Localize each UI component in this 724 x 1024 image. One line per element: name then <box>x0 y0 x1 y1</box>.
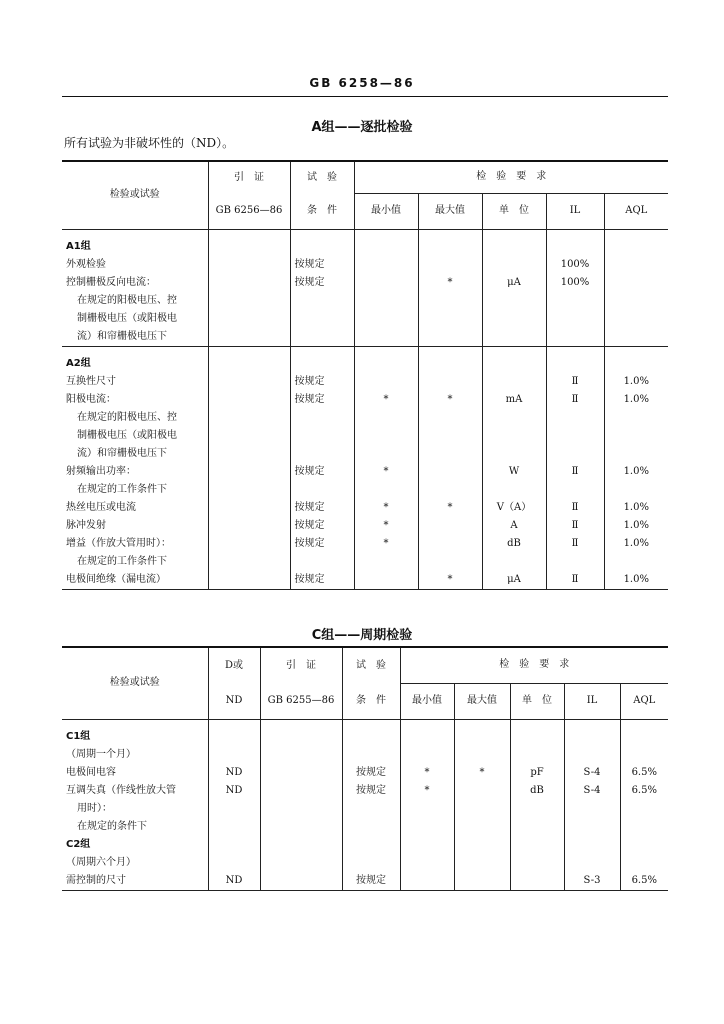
row-min <box>354 427 418 445</box>
row-cond: 按规定 <box>290 535 354 553</box>
row-d: ND <box>208 782 260 800</box>
row-max <box>454 818 510 836</box>
row-ref <box>208 409 290 427</box>
row-max <box>418 373 482 391</box>
row-d <box>208 818 260 836</box>
row-unit <box>482 328 546 347</box>
row-cond: 按规定 <box>290 391 354 409</box>
row-il: Ⅱ <box>546 391 604 409</box>
table-row <box>62 800 668 818</box>
row-test: 在规定的工作条件下 <box>77 555 167 567</box>
row-cond: 按规定 <box>290 256 354 274</box>
row-ref <box>208 292 290 310</box>
row-cond: 按规定 <box>342 764 400 782</box>
header-ref-std: GB 6256—86 <box>208 193 290 229</box>
row-test: 制栅极电压（或阳极电 <box>77 429 177 441</box>
row-cond <box>342 854 400 872</box>
row-unit <box>510 872 564 891</box>
row-aql <box>604 553 668 571</box>
row-test: 在规定的条件下 <box>77 820 147 832</box>
row-il: Ⅱ <box>546 499 604 517</box>
row-il: 100% <box>546 274 604 292</box>
row-ref <box>208 427 290 445</box>
row-ref <box>208 328 290 347</box>
row-unit <box>482 292 546 310</box>
table-row <box>62 746 668 764</box>
row-aql <box>604 427 668 445</box>
c-header-cond2: 条 件 <box>342 683 400 719</box>
table-row <box>62 427 668 445</box>
row-min <box>354 445 418 463</box>
row-cond <box>290 427 354 445</box>
table-row <box>62 719 668 746</box>
row-il <box>546 481 604 499</box>
header-ref: 引 证 <box>208 161 290 193</box>
row-ref <box>208 373 290 391</box>
c-header-ref: 引 证 <box>260 647 342 683</box>
row-unit <box>482 346 546 373</box>
row-unit <box>510 836 564 854</box>
row-il <box>546 427 604 445</box>
section-c-title: C组——周期检验 <box>311 628 413 643</box>
row-max <box>418 427 482 445</box>
row-aql: 6.5% <box>620 764 668 782</box>
row-il <box>564 854 620 872</box>
row-max: * <box>418 391 482 409</box>
row-cond <box>290 328 354 347</box>
row-aql: 1.0% <box>604 463 668 481</box>
row-cond <box>342 836 400 854</box>
row-min: * <box>354 517 418 535</box>
row-ref <box>208 463 290 481</box>
row-test: 热丝电压或电流 <box>66 501 136 513</box>
row-max <box>418 229 482 256</box>
row-aql <box>620 719 668 746</box>
row-min <box>400 836 454 854</box>
row-max <box>418 256 482 274</box>
row-ref <box>260 746 342 764</box>
row-il: Ⅱ <box>546 463 604 481</box>
row-aql <box>620 836 668 854</box>
row-aql: 6.5% <box>620 782 668 800</box>
row-max <box>418 445 482 463</box>
table-row <box>62 481 668 499</box>
row-max <box>418 553 482 571</box>
table-row <box>62 499 668 517</box>
row-max <box>454 782 510 800</box>
section-c-table <box>62 646 668 897</box>
row-min <box>400 746 454 764</box>
row-min: * <box>400 782 454 800</box>
table-row <box>62 328 668 347</box>
row-cond <box>342 818 400 836</box>
c-header-d1: D或 <box>208 647 260 683</box>
row-ref <box>208 499 290 517</box>
row-aql <box>604 409 668 427</box>
table-row <box>62 346 668 373</box>
table-row <box>62 854 668 872</box>
row-il: S-4 <box>564 782 620 800</box>
table-row <box>62 274 668 292</box>
row-max <box>454 836 510 854</box>
row-cond <box>290 292 354 310</box>
row-max <box>418 517 482 535</box>
document-header: GB 6258—86 <box>309 76 415 90</box>
row-unit: V（A） <box>482 499 546 517</box>
row-unit: μA <box>482 274 546 292</box>
row-max <box>418 463 482 481</box>
row-aql <box>604 346 668 373</box>
row-aql: 1.0% <box>604 391 668 409</box>
row-max <box>454 719 510 746</box>
row-test: 射频输出功率： <box>66 465 136 477</box>
row-unit <box>482 427 546 445</box>
row-d <box>208 836 260 854</box>
row-min <box>354 373 418 391</box>
row-min: * <box>354 535 418 553</box>
row-aql: 1.0% <box>604 499 668 517</box>
row-min <box>354 346 418 373</box>
row-unit: W <box>482 463 546 481</box>
row-il <box>564 800 620 818</box>
table-row <box>62 391 668 409</box>
header-test: 检验或试验 <box>109 189 160 201</box>
row-unit: dB <box>510 782 564 800</box>
c-header-cond1: 试 验 <box>342 647 400 683</box>
row-d <box>208 800 260 818</box>
row-min <box>354 310 418 328</box>
row-ref <box>208 481 290 499</box>
row-min <box>354 328 418 347</box>
row-aql <box>604 310 668 328</box>
row-unit <box>510 818 564 836</box>
row-cond: 按规定 <box>290 463 354 481</box>
header-aql: AQL <box>604 193 668 229</box>
row-test: 控制栅极反向电流： <box>66 276 156 288</box>
row-unit <box>482 310 546 328</box>
c-header-max: 最大值 <box>454 683 510 719</box>
row-aql <box>620 746 668 764</box>
row-d <box>208 746 260 764</box>
row-il <box>564 746 620 764</box>
row-min <box>400 800 454 818</box>
row-test: 阳极电流： <box>66 393 116 405</box>
header-max: 最大值 <box>418 193 482 229</box>
row-test: 在规定的阳极电压、控 <box>77 411 177 423</box>
row-unit <box>482 256 546 274</box>
row-aql: 1.0% <box>604 571 668 590</box>
header-min: 最小值 <box>354 193 418 229</box>
row-cond <box>290 346 354 373</box>
row-ref <box>260 800 342 818</box>
row-min <box>354 481 418 499</box>
row-unit <box>482 373 546 391</box>
row-min <box>400 854 454 872</box>
row-test: 脉冲发射 <box>66 519 106 531</box>
table-row <box>62 872 668 891</box>
table-row <box>62 764 668 782</box>
row-test: C1组 <box>66 730 91 742</box>
row-unit <box>482 553 546 571</box>
row-aql: 6.5% <box>620 872 668 891</box>
row-test: 电极间绝缘（漏电流） <box>66 573 166 585</box>
row-min: * <box>400 764 454 782</box>
table-row <box>62 782 668 800</box>
row-min <box>354 292 418 310</box>
c-header-test: 检验或试验 <box>109 677 160 689</box>
row-test: 互调失真（作线性放大管 <box>66 784 176 796</box>
row-unit <box>510 746 564 764</box>
row-il <box>546 346 604 373</box>
row-unit: dB <box>482 535 546 553</box>
row-il <box>546 409 604 427</box>
row-min <box>354 571 418 590</box>
table-row <box>62 836 668 854</box>
row-max <box>418 292 482 310</box>
header-rule <box>62 96 668 97</box>
row-aql <box>604 256 668 274</box>
row-ref <box>260 764 342 782</box>
row-il <box>546 229 604 256</box>
row-min <box>400 719 454 746</box>
table-row <box>62 373 668 391</box>
table-row <box>62 818 668 836</box>
table-row <box>62 292 668 310</box>
row-min <box>354 229 418 256</box>
row-test: （周期一个月） <box>66 748 136 760</box>
row-test: 增益（作放大管用时）： <box>66 537 171 549</box>
row-aql <box>604 274 668 292</box>
row-cond <box>290 481 354 499</box>
row-min <box>400 872 454 891</box>
table-row <box>62 463 668 481</box>
row-test: A2组 <box>66 357 91 369</box>
c-header-d2: ND <box>208 683 260 719</box>
table-row <box>62 517 668 535</box>
row-il: Ⅱ <box>546 571 604 590</box>
row-aql <box>620 818 668 836</box>
row-aql <box>604 328 668 347</box>
row-unit <box>482 481 546 499</box>
table-row <box>62 571 668 590</box>
row-max <box>418 346 482 373</box>
row-aql <box>604 229 668 256</box>
row-min: * <box>354 463 418 481</box>
row-ref <box>260 854 342 872</box>
row-max <box>454 800 510 818</box>
row-ref <box>208 229 290 256</box>
row-il <box>546 328 604 347</box>
row-max: * <box>418 571 482 590</box>
row-test: A1组 <box>66 240 91 252</box>
row-il <box>546 292 604 310</box>
row-ref <box>260 818 342 836</box>
row-il: Ⅱ <box>546 517 604 535</box>
row-ref <box>208 310 290 328</box>
row-test: 制栅极电压（或阳极电 <box>77 312 177 324</box>
row-d <box>208 854 260 872</box>
row-cond: 按规定 <box>290 571 354 590</box>
row-aql <box>604 481 668 499</box>
row-cond <box>290 445 354 463</box>
row-max <box>418 310 482 328</box>
row-il <box>564 719 620 746</box>
row-max: * <box>418 499 482 517</box>
row-max <box>454 746 510 764</box>
row-il <box>546 553 604 571</box>
row-d <box>208 719 260 746</box>
row-min: * <box>354 499 418 517</box>
row-max: * <box>454 764 510 782</box>
row-max <box>418 409 482 427</box>
table-row <box>62 310 668 328</box>
row-max <box>418 535 482 553</box>
c-header-req: 检 验 要 求 <box>400 647 668 683</box>
row-ref <box>208 256 290 274</box>
row-min <box>354 553 418 571</box>
row-il: 100% <box>546 256 604 274</box>
row-aql: 1.0% <box>604 517 668 535</box>
row-il <box>564 818 620 836</box>
row-cond: 按规定 <box>342 782 400 800</box>
row-cond <box>290 409 354 427</box>
table-row <box>62 535 668 553</box>
table-row <box>62 445 668 463</box>
row-unit <box>510 800 564 818</box>
row-ref <box>208 274 290 292</box>
row-unit <box>510 719 564 746</box>
row-test: 外观检验 <box>66 258 106 270</box>
table-row <box>62 256 668 274</box>
row-cond <box>290 553 354 571</box>
row-cond: 按规定 <box>290 373 354 391</box>
header-unit: 单 位 <box>482 193 546 229</box>
row-ref <box>260 836 342 854</box>
row-il: S-3 <box>564 872 620 891</box>
row-ref <box>208 571 290 590</box>
row-aql: 1.0% <box>604 535 668 553</box>
row-ref <box>208 535 290 553</box>
row-ref <box>208 517 290 535</box>
row-aql <box>620 854 668 872</box>
row-ref <box>260 782 342 800</box>
row-test: （周期六个月） <box>66 856 136 868</box>
row-aql: 1.0% <box>604 373 668 391</box>
row-unit: pF <box>510 764 564 782</box>
row-aql <box>620 800 668 818</box>
row-min <box>354 274 418 292</box>
row-min: * <box>354 391 418 409</box>
row-test: 流）和帘栅极电压下 <box>77 330 167 342</box>
row-max: * <box>418 274 482 292</box>
row-test: 需控制的尺寸 <box>66 874 126 886</box>
row-unit <box>510 854 564 872</box>
row-test: 在规定的工作条件下 <box>77 483 167 495</box>
section-a-note: 所有试验为非破坏性的（ND）。 <box>64 136 235 150</box>
row-unit <box>482 445 546 463</box>
row-ref <box>260 872 342 891</box>
row-il <box>546 310 604 328</box>
row-max <box>454 872 510 891</box>
table-row <box>62 229 668 256</box>
section-a-title: A组——逐批检验 <box>311 120 413 135</box>
row-d: ND <box>208 764 260 782</box>
row-cond <box>342 719 400 746</box>
row-il: Ⅱ <box>546 535 604 553</box>
row-ref <box>208 346 290 373</box>
row-cond <box>290 229 354 256</box>
row-aql <box>604 292 668 310</box>
row-il <box>546 445 604 463</box>
row-ref <box>208 553 290 571</box>
row-cond <box>342 746 400 764</box>
c-header-min: 最小值 <box>400 683 454 719</box>
header-cond2: 条 件 <box>290 193 354 229</box>
row-il: S-4 <box>564 764 620 782</box>
row-max <box>454 854 510 872</box>
row-unit <box>482 229 546 256</box>
row-ref <box>208 391 290 409</box>
row-test: 用时）： <box>77 802 112 814</box>
c-header-unit: 单 位 <box>510 683 564 719</box>
row-min <box>354 256 418 274</box>
row-il: Ⅱ <box>546 373 604 391</box>
row-max <box>418 481 482 499</box>
table-row <box>62 409 668 427</box>
header-cond1: 试 验 <box>290 161 354 193</box>
row-cond: 按规定 <box>290 274 354 292</box>
row-test: 流）和帘栅极电压下 <box>77 447 167 459</box>
row-cond <box>290 310 354 328</box>
row-aql <box>604 445 668 463</box>
row-unit <box>482 409 546 427</box>
row-ref <box>208 445 290 463</box>
table-row <box>62 553 668 571</box>
row-cond: 按规定 <box>290 517 354 535</box>
c-header-ref-std: GB 6255—86 <box>260 683 342 719</box>
row-cond <box>342 800 400 818</box>
section-a-table <box>62 160 668 592</box>
c-header-il: IL <box>564 683 620 719</box>
row-unit: mA <box>482 391 546 409</box>
row-min <box>400 818 454 836</box>
row-test: C2组 <box>66 838 91 850</box>
row-il <box>564 836 620 854</box>
row-cond: 按规定 <box>342 872 400 891</box>
row-d: ND <box>208 872 260 891</box>
header-il: IL <box>546 193 604 229</box>
row-unit: A <box>482 517 546 535</box>
row-unit: μA <box>482 571 546 590</box>
row-test: 在规定的阳极电压、控 <box>77 294 177 306</box>
header-req: 检 验 要 求 <box>354 161 668 193</box>
row-ref <box>260 719 342 746</box>
row-max <box>418 328 482 347</box>
row-test: 互换性尺寸 <box>66 375 116 387</box>
row-min <box>354 409 418 427</box>
row-cond: 按规定 <box>290 499 354 517</box>
row-test: 电极间电容 <box>66 766 116 778</box>
c-header-aql: AQL <box>620 683 668 719</box>
